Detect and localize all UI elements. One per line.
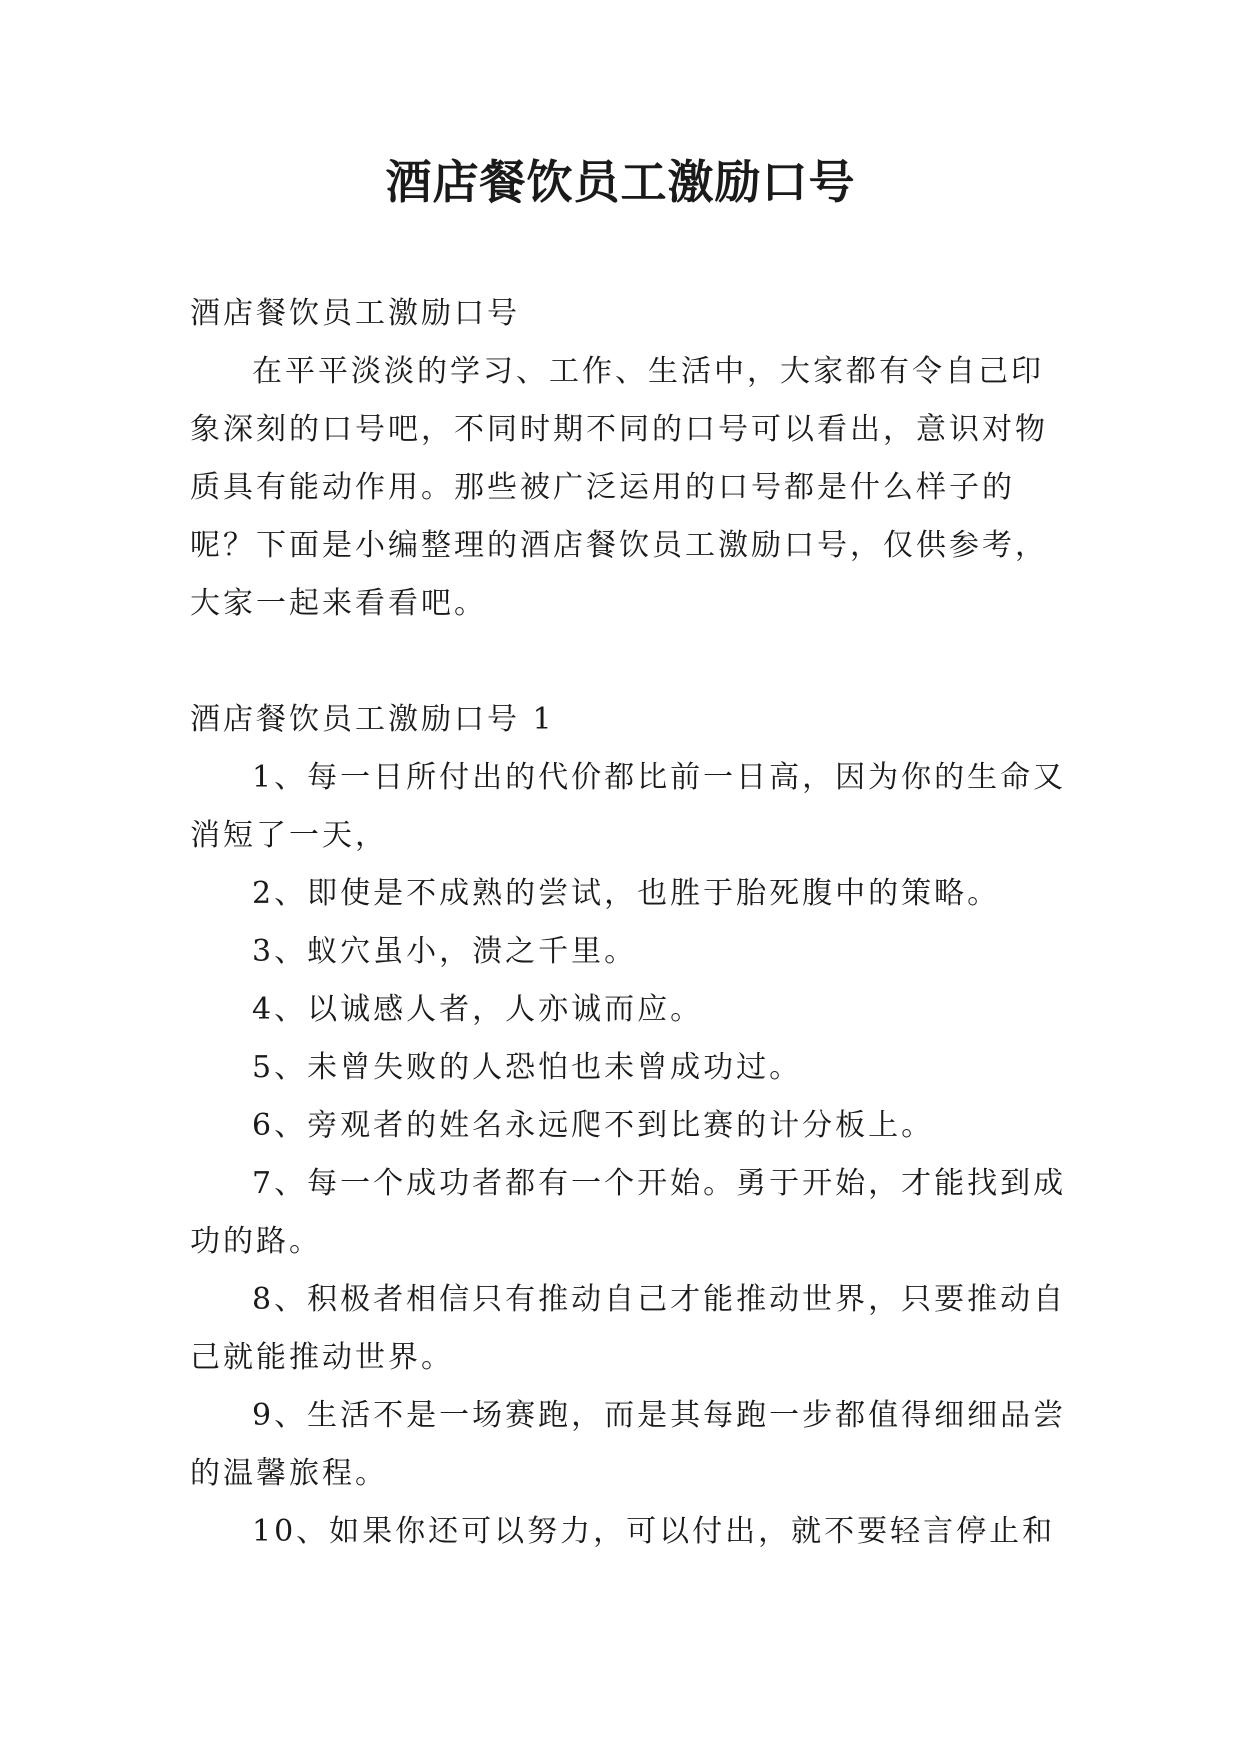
intro-paragraph: 在平平淡淡的学习、工作、生活中，大家都有令自己印象深刻的口号吧，不同时期不同的口号可以看出，意识对物质具有能动作用。那些被广泛运用的口号都是什么样子的呢？下面是小编整理的酒店餐饮员工激励口号，仅供参考，大家一起来看看吧。	[190, 354, 1048, 621]
section-heading: 酒店餐饮员工激励口号 1	[190, 702, 555, 737]
slogan-item-8: 8、积极者相信只有推动自己才能推动世界，只要推动自己就能推动世界。	[190, 1282, 1067, 1375]
slogan-item-2: 2、即使是不成熟的尝试，也胜于胎死腹中的策略。	[252, 876, 1001, 911]
slogan-item-6: 6、旁观者的姓名永远爬不到比赛的计分板上。	[252, 1108, 935, 1143]
slogan-item-9: 9、生活不是一场赛跑，而是其每跑一步都值得细细品尝的温馨旅程。	[190, 1398, 1067, 1491]
slogan-item-5: 5、未曾失败的人恐怕也未曾成功过。	[252, 1050, 803, 1085]
slogan-item-1: 1、每一日所付出的代价都比前一日高，因为你的生命又消短了一天，	[190, 760, 1067, 853]
slogan-item-10: 10、如果你还可以努力，可以付出，就不要轻言停止和	[252, 1514, 1056, 1549]
document-body	[190, 285, 1070, 1561]
section-spacer	[190, 633, 1070, 691]
slogan-item-4: 4、以诚感人者，人亦诚而应。	[252, 992, 704, 1027]
document-title: 酒店餐饮员工激励口号	[385, 155, 856, 209]
slogan-item-3: 3、蚁穴虽小，溃之千里。	[252, 934, 638, 969]
document-subtitle: 酒店餐饮员工激励口号	[190, 296, 520, 331]
slogan-item-7: 7、每一个成功者都有一个开始。勇于开始，才能找到成功的路。	[190, 1166, 1067, 1259]
